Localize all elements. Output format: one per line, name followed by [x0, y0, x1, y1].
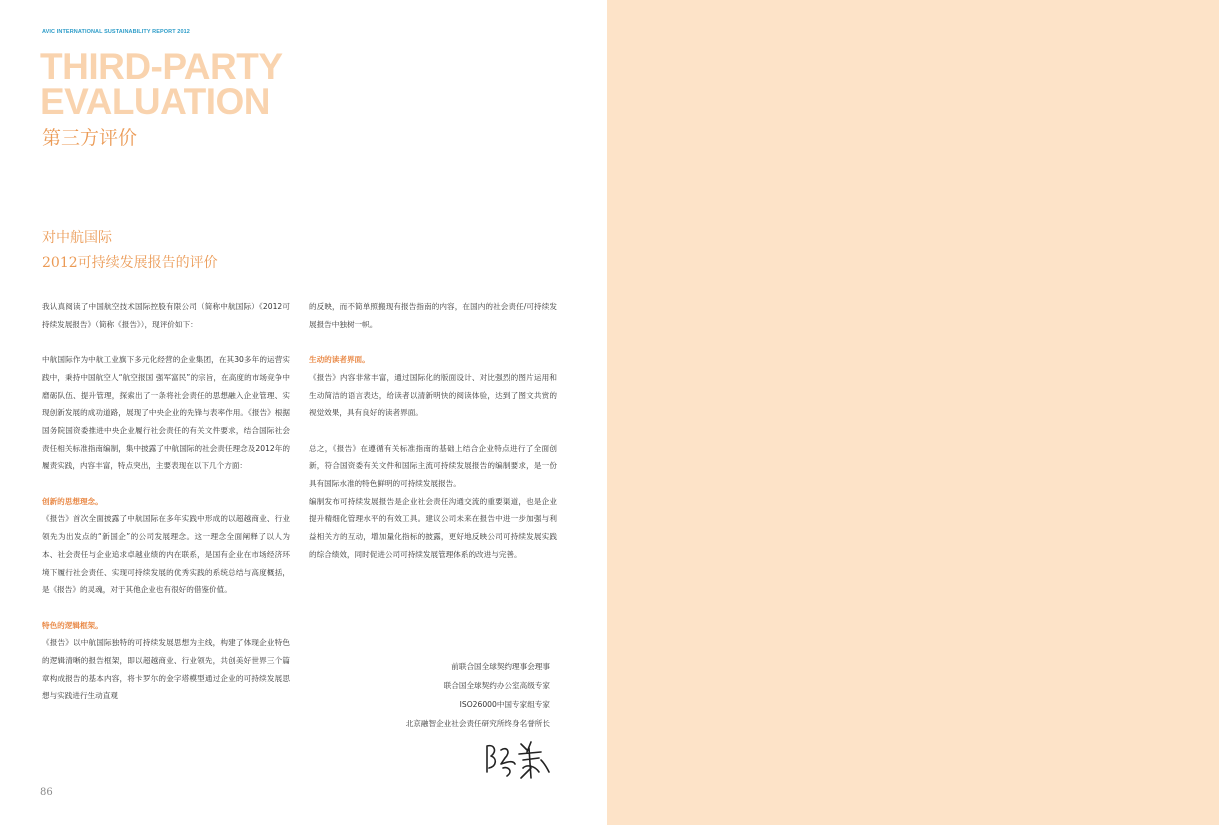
section-text-framework-continued: 的反映，而不简单照搬现有报告指南的内容，在国内的社会责任/可持续发展报告中独树一帜。: [309, 302, 557, 329]
intro-paragraph: 我认真阅读了中国航空技术国际控股有限公司（简称中航国际）《2012可持续发展报告》（简称《报告》），现评价如下：: [42, 302, 290, 329]
signature-title-1: 前联合国全球契约理事会理事: [451, 662, 550, 671]
section-text-framework: 《报告》以中航国际独特的可持续发展思想为主线，构建了体现企业特色的逻辑清晰的报告框架，即以超越商业、行业领先，共创美好世界三个篇章构成报告的基本内容，将卡罗尔的金字塔模型通过企业的可持续发展思想与实践进行生动直观: [42, 638, 290, 701]
page-number: 86: [40, 787, 53, 798]
text-column-left: [42, 298, 290, 705]
signature-title-2: 联合国全球契约办公室高级专家: [443, 681, 550, 690]
section-heading-innovation: 创新的思想理念。: [42, 496, 103, 506]
conclusion-paragraph-1: 总之，《报告》在遵循有关标准指南的基础上结合企业特点进行了全面创新，符合国资委有关文件和国际主流可持续发展报告的编制要求，是一份具有国际水准的特色鲜明的可持续发展报告。: [309, 443, 557, 488]
section-heading-framework: 特色的逻辑框架。: [42, 620, 103, 630]
right-page-background: [607, 0, 1219, 825]
section-text-reader: 《报告》内容非常丰富，通过国际化的版面设计、对比强烈的图片运用和生动简洁的语言表达，给读者以清新明快的阅读体验，达到了图文共赏的视觉效果，具有良好的读者界面。: [309, 372, 557, 418]
subheading-line-1: 对中航国际: [42, 230, 112, 246]
signature-title-4: 北京融智企业社会责任研究所终身名誉所长: [405, 719, 550, 728]
background-paragraph: 中航国际作为中航工业旗下多元化经营的企业集团，在其30多年的运营实践中，秉持中国航空人“航空报国 强军富民”的宗旨，在高度的市场竞争中磨砺队伍、提升管理，探索出了一条将社会责任的思想融入企业管理、实现创新发展的成功道路，展现了中央企业的先锋与表率作用。《报告》根据国务院国资委推进中央企业履行社会责任的有关文件要求，结合国际社会责任相关标准指南编制，集中披露了中航国际的社会责任理念及2012年的履责实践，内容丰富，特点突出，主要表现在以下几个方面：: [42, 355, 290, 471]
handwritten-signature: [483, 738, 553, 780]
section-text-innovation: 《报告》首次全面披露了中航国际在多年实践中形成的以超越商业、行业领先为出发点的“新国企”的公司发展理念。这一理念全面阐释了以人为本、社会责任与企业追求卓越业绩的内在联系，是国有企业在市场经济环境下履行社会责任、实现可持续发展的优秀实践的系统总结与高度概括，是《报告》的灵魂，对于其他企业也有很好的借鉴价值。: [42, 514, 290, 595]
subheading-line-2: 2012可持续发展报告的评价: [42, 255, 218, 271]
signature-title-3: ISO26000中国专家组专家: [459, 700, 550, 709]
signature-block: [300, 657, 550, 733]
left-page: [0, 0, 607, 825]
title-line-2: EVALUATION: [40, 81, 271, 122]
conclusion-paragraph-2: 编制发布可持续发展报告是企业社会责任沟通交流的重要渠道，也是企业提升精细化管理水平的有效工具。建议公司未来在报告中进一步加强与利益相关方的互动，增加量化指标的披露，更好地反映公司可持续发展实践的综合绩效，同时促进公司可持续发展管理体系的改进与完善。: [309, 496, 557, 559]
page-title-english: [40, 46, 283, 122]
section-heading-reader: 生动的读者界面。: [309, 355, 370, 365]
page-title-chinese: 第三方评价: [42, 127, 138, 149]
title-line-1: THIRD-PARTY: [40, 46, 283, 87]
report-header: AVIC INTERNATIONAL SUSTAINABILITY REPORT 2012: [42, 29, 190, 35]
text-column-right: [309, 298, 557, 581]
